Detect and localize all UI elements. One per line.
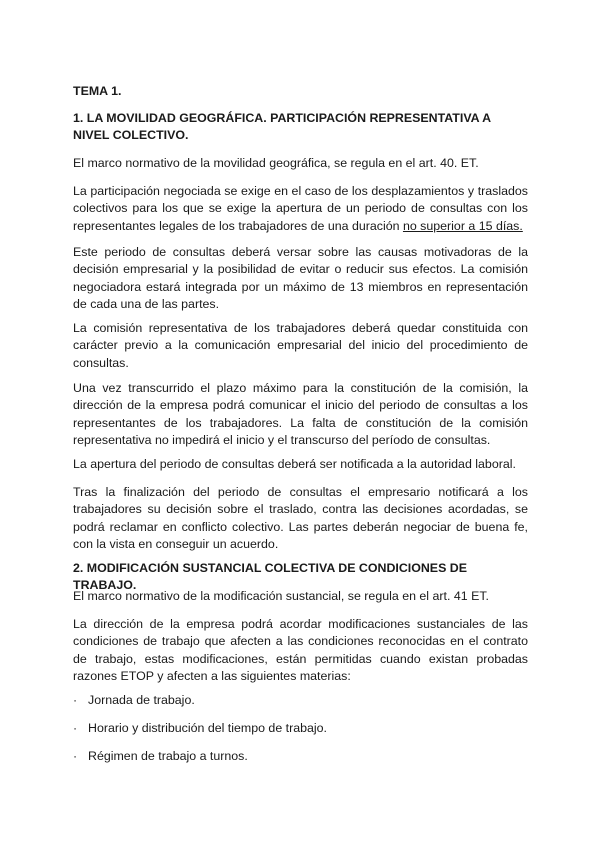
- paragraph-modificacion-sustancial: El marco normativo de la modificación sustancial, se regula en el art. 41 ET.: [73, 589, 489, 603]
- underlined-duration: no superior a 15 días.: [402, 218, 523, 233]
- section-1-heading: 1. LA MOVILIDAD GEOGRÁFICA. PARTICIPACIÓN REPRESENTATIVA A NIVEL COLECTIVO.: [73, 111, 491, 143]
- paragraph-direccion-empresa: La dirección de la empresa podrá acordar modificaciones sustanciales de las condiciones de trabajo que afecten a las condiciones reconocidas en el contrato de trabajo, estas modificaciones, están permitidas cuando existan probadas razones ETOP y afecten a las siguientes materias:: [73, 617, 528, 684]
- paragraph-autoridad-laboral: La apertura del periodo de consultas deberá ser notificada a la autoridad laboral.: [73, 457, 516, 471]
- paragraph-marco-normativo: El marco normativo de la movilidad geográfica, se regula en el art. 40. ET.: [73, 156, 479, 170]
- bullet-icon: ·: [73, 721, 78, 735]
- paragraph-periodo-consultas: Este periodo de consultas deberá versar sobre las causas motivadoras de la decisión empresarial y la posibilidad de evitar o reducir sus efectos. La comisión negociadora estará integrada por un máximo de 13 miembros en representación de cada una de las partes.: [73, 245, 528, 312]
- paragraph-comision-representativa: La comisión representativa de los trabajadores deberá quedar constituida con carácter previo a la comunicación empresarial del inicio del procedimiento de consultas.: [73, 321, 528, 370]
- bullet-icon: ·: [73, 693, 78, 707]
- list-item-text: Jornada de trabajo.: [88, 693, 195, 707]
- list-item-text: Régimen de trabajo a turnos.: [88, 749, 248, 763]
- tema-title: TEMA 1.: [73, 84, 122, 98]
- paragraph-text: La participación negociada se exige en el caso de los desplazamientos y traslados colectivos para los que se exige la apertura de un periodo de consultas con los representantes legales de los trabajadores de una duración: [73, 184, 528, 233]
- paragraph-participacion-negociada: [73, 183, 528, 235]
- bullet-icon: ·: [73, 749, 78, 763]
- section-2-heading: 2. MODIFICACIÓN SUSTANCIAL COLECTIVA DE CONDICIONES DE TRABAJO.: [73, 561, 467, 593]
- list-item-text: Horario y distribución del tiempo de trabajo.: [88, 721, 327, 735]
- paragraph-plazo-maximo: Una vez transcurrido el plazo máximo para la constitución de la comisión, la dirección de la empresa podrá comunicar el inicio del periodo de consultas a los representantes de los trabajadores. La falta de constitución de la comisión representativa no impedirá el inicio y el transcurso del período de consultas.: [73, 381, 528, 448]
- paragraph-finalizacion: Tras la finalización del periodo de consultas el empresario notificará a los trabajadores su decisión sobre el traslado, contra las decisiones acordadas, se podrá reclamar en conflicto colectivo. Las partes deberán negociar de buena fe, con la vista en conseguir un acuerdo.: [73, 485, 528, 552]
